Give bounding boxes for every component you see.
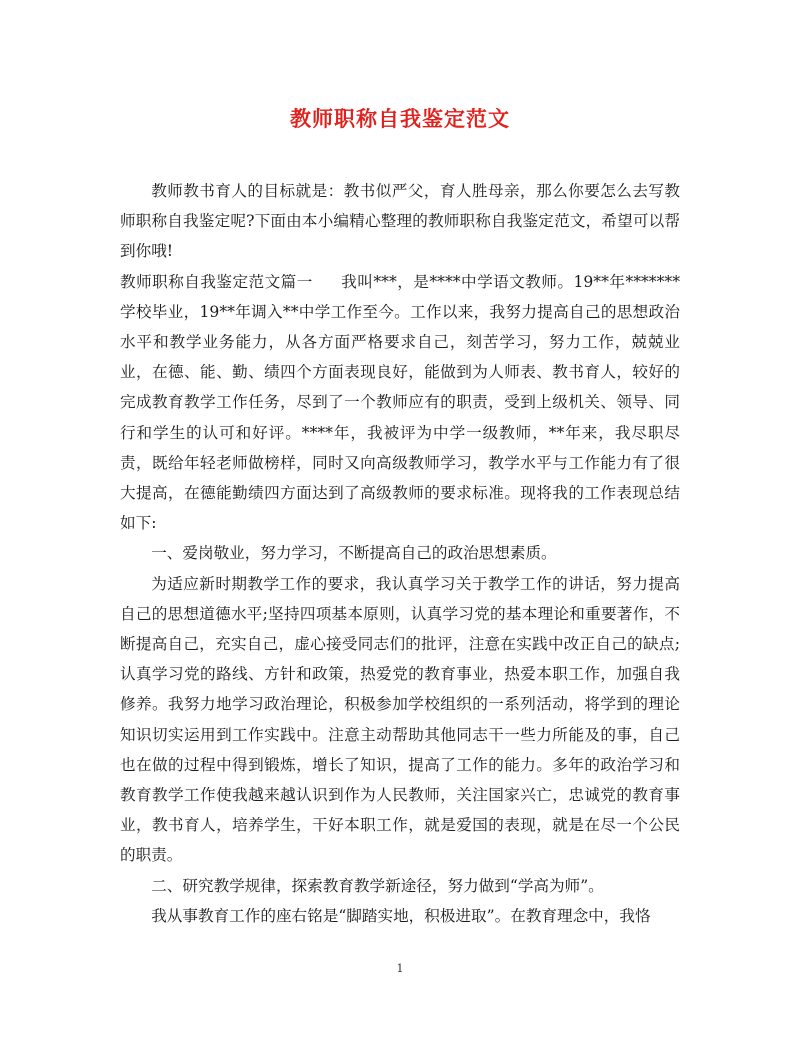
paragraph-two: 我从事教育工作的座右铭是“脚踏实地，积极进取”。在教育理念中，我恪 xyxy=(151,906,651,925)
section-paragraph xyxy=(120,267,680,539)
page-number: 1 xyxy=(396,962,404,975)
section-text: 我叫***，是****中学语文教师。19**年*******学校毕业，19**年调入**中学工作至今。工作以来，我努力提高自己的思想政治水平和教学业务能力，从各方面严格要求自己，刻苦学习，努力工作，兢兢业业，在德、能、勤、绩四个方面表现良好，能做到为人师表、教书育人，较好的完成教育教学工作任务，尽到了一个教师应有的职责，受到上级机关、领导、同行和学生的认可和好评。****年，我被评为中学一级教师，**年来，我尽职尽责，既给年轻老师做榜样，同时又向高级教师学习，教学水平与工作能力有了很大提高，在德能勤绩四方面达到了高级教师的要求标准。现将我的工作表现总结如下: xyxy=(120,272,680,533)
document-body xyxy=(120,176,680,931)
paragraph-one: 为适应新时期教学工作的要求，我认真学习关于教学工作的讲话，努力提高自己的思想道德水平;坚持四项基本原则，认真学习党的基本理论和重要著作，不断提高自己，充实自己，虚心接受同志们的批评，注意在实践中改正自己的缺点;认真学习党的路线、方针和政策，热爱党的教育事业，热爱本职工作，加强自我修养。我努力地学习政治理论，积极参加学校组织的一系列活动，将学到的理论知识切实运用到工作实践中。注意主动帮助其他同志干一些力所能及的事，自己也在做的过程中得到锻炼，增长了知识，提高了工作的能力。多年的政治学习和教育教学工作使我越来越认识到作为人民教师，关注国家兴亡，忠诚党的教育事业，教书育人，培养学生，干好本职工作，就是爱国的表现，就是在尽一个公民的职责。 xyxy=(120,574,680,865)
section-label: 教师职称自我鉴定范文篇一 xyxy=(120,272,313,291)
document-title: 教师职称自我鉴定范文 xyxy=(290,106,510,131)
heading-two: 二、研究教学规律，探索教育教学新途径，努力做到“学高为师”。 xyxy=(151,876,604,895)
intro-paragraph: 教师教书育人的目标就是：教书似严父，育人胜母亲，那么你要怎么去写教师职称自我鉴定呢?下面由本小编精心整理的教师职称自我鉴定范文，希望可以帮到你哦! xyxy=(120,182,680,261)
heading-one: 一、爱岗敬业，努力学习，不断提高自己的政治思想素质。 xyxy=(151,544,557,563)
